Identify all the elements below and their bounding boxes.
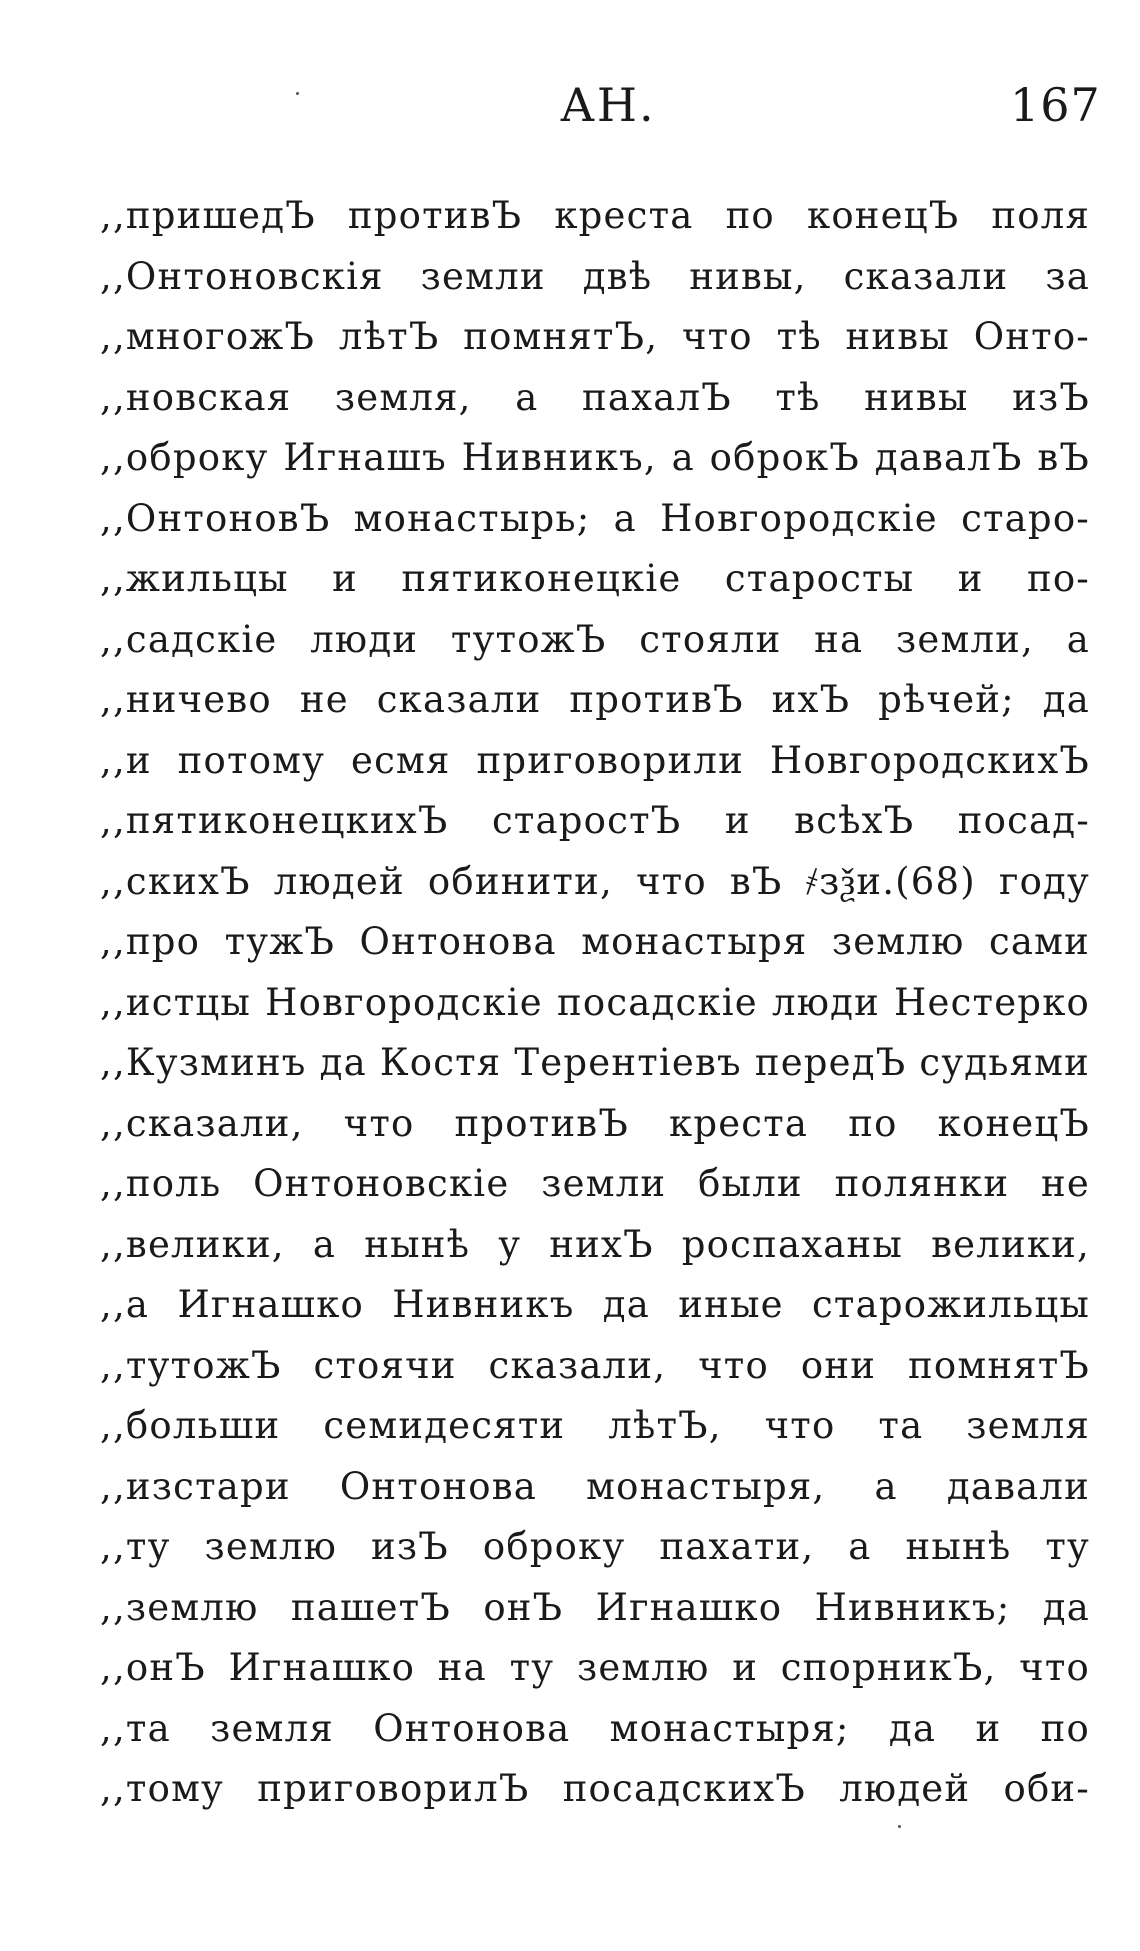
text-line: ,,оброку Игнашъ Нивникъ, а оброкЪ давалЪ вЪ — [100, 436, 1090, 479]
paper-speck — [296, 92, 299, 95]
text-line: ,,а Игнашко Нивникъ да иные старожильцы — [100, 1283, 1090, 1326]
text-line: ,,Онтоновскія земли двѣ нивы, сказали за — [100, 254, 1090, 298]
text-line: ,,и потому есмя приговорили НовгородскихЪ — [100, 738, 1090, 782]
text-line: ,,истцы Новгородскіе посадскіе люди Нестерко — [100, 980, 1090, 1024]
page-header — [0, 72, 1140, 142]
text-line: ,,изстари Онтонова монастыря, а давали — [100, 1464, 1090, 1508]
paper-speck — [898, 1825, 901, 1828]
text-line: ,,пришедЪ противЪ креста по конецЪ поля — [100, 194, 1090, 237]
page-number: 167 — [1010, 78, 1101, 132]
text-line: ,,ту землю изЪ оброку пахати, а нынѣ ту — [100, 1525, 1090, 1568]
text-line: ,,поль Онтоновскіе земли были полянки не — [100, 1162, 1090, 1205]
text-line: ,,Кузминъ да Костя Терентіевъ передЪ судьями — [100, 1041, 1090, 1084]
text-line: ,,сказали, что противЪ креста по конецЪ — [100, 1101, 1090, 1145]
text-line: ,,садскіе люди тутожЪ стояли на земли, а — [100, 617, 1090, 661]
text-line: ,,ничево не сказали противЪ ихЪ рѣчей; да — [100, 678, 1090, 721]
text-line: ,,пятиконецкихЪ старостЪ и всѣхЪ посад- — [100, 799, 1090, 842]
text-line: ,,та земля Онтонова монастыря; да и по — [100, 1706, 1090, 1750]
text-line: ,,про тужЪ Онтонова монастыря землю сами — [100, 920, 1090, 963]
text-line: ,,велики, а нынѣ у нихЪ роспаханы велики, — [100, 1222, 1090, 1266]
text-line: ,,тутожЪ стоячи сказали, что они помнятЪ — [100, 1343, 1090, 1387]
text-line: ,,тому приговорилЪ посадскихЪ людей оби- — [100, 1767, 1090, 1810]
text-line: ,,жильцы и пятиконецкіе старосты и по- — [100, 557, 1090, 600]
text-line: ,,скихЪ людей обинити, что вЪ ҂зѯи.(68) году — [100, 859, 1090, 903]
text-line: ,,землю пашетЪ онЪ Игнашко Нивникъ; да — [100, 1585, 1090, 1629]
text-line: ,,онЪ Игнашко на ту землю и спорникЪ, что — [100, 1646, 1090, 1689]
text-line: ,,новская земля, а пахалЪ тѣ нивы изЪ — [100, 375, 1090, 419]
text-line: ,,ОнтоновЪ монастырь; а Новгородскіе старо- — [100, 496, 1090, 540]
running-head: АН. — [560, 78, 656, 132]
text-line: ,,многожЪ лѣтЪ помнятЪ, что тѣ нивы Онто- — [100, 315, 1090, 358]
text-line: ,,больши семидесяти лѣтЪ, что та земля — [100, 1404, 1090, 1447]
body-text — [100, 186, 1090, 1820]
